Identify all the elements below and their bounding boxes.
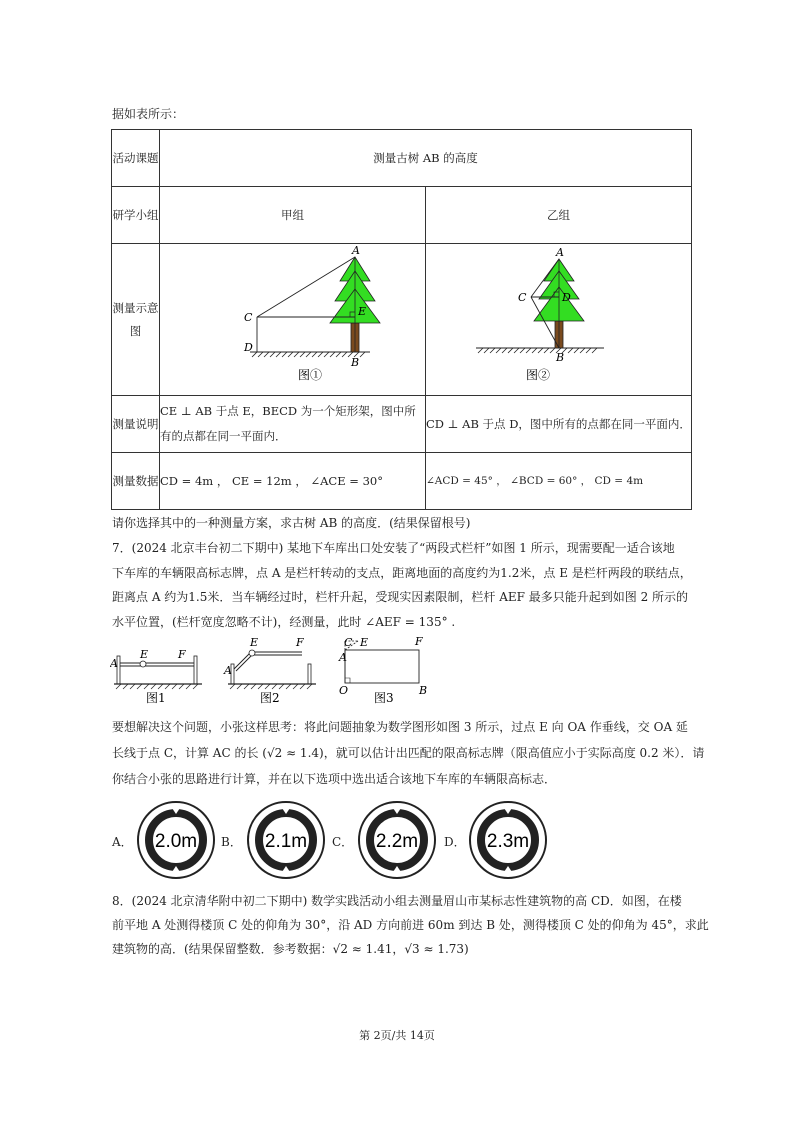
q8-line-1: 8．(2024 北京清华附中初二下期中) 数学实践活动小组去测量眉山市某标志性建筑物的高 CD．如图，在楼 <box>112 894 682 908</box>
q7-line-1: 7．(2024 北京丰台初二下期中) 某地下车库出口处安装了“两段式栏杆”如图 1 所示，现需要配一适合该地 <box>112 541 675 555</box>
q7-body-1: 要想解决这个问题，小张这样思考：将此问题抽象为数学图形如图 3 所示，过点 E 向 OA 作垂线，交 OA 延 <box>112 720 688 734</box>
label-D2: D <box>562 290 571 304</box>
figure-2-diagram <box>426 245 653 395</box>
q7-line-2: 下车库的车辆限高标志牌，点 A 是栏杆转动的支点，距离地面的高度约为1.2米，点 E 是栏杆两段的联结点， <box>112 566 692 580</box>
figure-1-caption: 图① <box>298 367 323 382</box>
label-B2: B <box>556 350 565 364</box>
q7-fig1-E: E <box>140 648 149 661</box>
option-b-letter[interactable]: B． <box>221 835 242 849</box>
q8-line-2: 前平地 A 处测得楼顶 C 处的仰角为 30°，沿 AD 方向前进 60m 到达 B 处，测得楼顶 C 处的仰角为 45°，求此 <box>112 918 709 932</box>
figure-2-caption: 图② <box>526 367 551 382</box>
row-label-topic: 活动课题 <box>112 130 160 187</box>
explanation-b: CD ⊥ AB 于点 D，图中所有的点都在同一平面内． <box>426 396 692 453</box>
q7-figures <box>110 636 440 708</box>
q7-fig1-F: F <box>178 648 186 661</box>
data-a: CD = 4m ， CE = 12m ， ∠ACE = 30° <box>160 453 426 510</box>
q7-fig2-caption: 图2 <box>260 691 280 705</box>
q7-line-3: 距离点 A 约为1.5米．当车辆经过时，栏杆升起，受现实因素限制，栏杆 AEF 最多只能升起到如图 2 所示的 <box>112 590 689 604</box>
q7-body-2: 长线于点 C，计算 AC 的长 (√2 ≈ 1.4)，就可以估计出匹配的限高标志牌（限高值应小于实际高度 0.2 米）．请 <box>112 746 705 760</box>
q7-fig1-caption: 图1 <box>146 691 166 705</box>
label-D1: D <box>244 340 253 354</box>
label-B1: B <box>351 355 360 369</box>
data-b: ∠ACD = 45° ， ∠BCD = 60° ， CD = 4m <box>426 453 692 510</box>
row-label-data: 测量数据 <box>112 453 160 510</box>
q7-fig2-A: A <box>224 664 232 677</box>
q8-line-3: 建筑物的高．(结果保留整数．参考数据：√2 ≈ 1.41，√3 ≈ 1.73) <box>112 942 469 956</box>
group-b-heading: 乙组 <box>426 187 692 244</box>
option-c-letter[interactable]: C． <box>332 835 354 849</box>
intro-text: 据如表所示： <box>112 107 185 121</box>
measurement-table <box>111 129 692 510</box>
option-a-letter[interactable]: A． <box>112 835 133 849</box>
option-c-sign-icon[interactable] <box>357 800 437 880</box>
option-c-value: 2.2m <box>375 831 419 852</box>
q7-fig3-O: O <box>339 684 349 697</box>
q7-body-3: 你结合小张的思路进行计算，并在以下选项中选出适合该地下车库的车辆限高标志． <box>112 772 557 786</box>
q7-fig2-F: F <box>296 636 304 649</box>
q7-fig2-E: E <box>250 636 259 649</box>
topic-value: 测量古树 AB 的高度 <box>160 130 692 187</box>
figure-1-diagram <box>160 245 464 395</box>
explanation-a: CE ⊥ AB 于点 E，BECD 为一个矩形架，图中所有的点都在同一平面内． <box>160 396 426 453</box>
option-d-letter[interactable]: D． <box>444 835 466 849</box>
figure-2-cell <box>426 244 692 396</box>
q7-fig1-A: A <box>110 657 118 670</box>
option-d-sign-icon[interactable] <box>468 800 548 880</box>
label-A2: A <box>556 245 564 259</box>
option-a-value: 2.0m <box>154 831 198 852</box>
q7-fig3-C: C <box>344 636 353 649</box>
q6-instruction: 请你选择其中的一种测量方案，求古树 AB 的高度．(结果保留根号) <box>112 516 471 530</box>
q7-fig3-caption: 图3 <box>374 691 394 705</box>
group-a-heading: 甲组 <box>160 187 426 244</box>
row-label-explanation: 测量说明 <box>112 396 160 453</box>
option-b-sign-icon[interactable] <box>246 800 326 880</box>
q7-fig3-A: A <box>339 651 347 664</box>
page-footer: 第 2页/共 14页 <box>359 1029 435 1042</box>
option-d-value: 2.3m <box>486 831 530 852</box>
label-E1: E <box>358 304 367 318</box>
q7-fig3-B: B <box>419 684 428 697</box>
row-label-group: 研学小组 <box>112 187 160 244</box>
figure-1-cell <box>160 244 426 396</box>
label-C2: C <box>518 290 527 304</box>
q7-fig3-F: F <box>415 636 423 648</box>
label-A1: A <box>352 244 360 257</box>
row-label-diagram: 测量示意图 <box>112 244 160 396</box>
option-b-value: 2.1m <box>264 831 308 852</box>
q7-fig3-E: E <box>360 636 369 649</box>
label-C1: C <box>244 310 253 324</box>
q7-line-4: 水平位置，(栏杆宽度忽略不计)，经测量，此时 ∠AEF = 135° . <box>112 615 456 629</box>
option-a-sign-icon[interactable] <box>136 800 216 880</box>
